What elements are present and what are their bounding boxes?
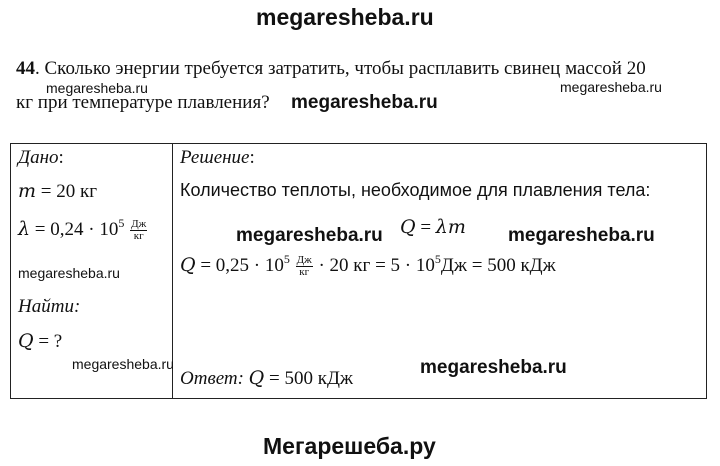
- watermark-small-3[interactable]: megaresheba.ru: [18, 265, 120, 281]
- watermark-small-4[interactable]: megaresheba.ru: [72, 356, 174, 372]
- problem-line-1: [16, 58, 646, 80]
- watermark-bold-3[interactable]: megaresheba.ru: [508, 225, 655, 246]
- lambda-unit-fraction: $\frac{Дж}{кг}$: [131, 218, 147, 243]
- solution-header: Решение:: [180, 147, 255, 168]
- calc-unit-fraction: $\frac{Дж}{кг}$: [296, 254, 312, 279]
- find-value: Q = ?: [18, 330, 63, 352]
- problem-line-2: кг при температуре плавления?: [16, 92, 270, 113]
- problem-text-1: . Сколько энергии требуется затратить, чтобы расплавить свинец массой 20: [35, 58, 646, 79]
- find-header: Найти:: [18, 296, 81, 317]
- answer-line: Ответ: Q = 500 кДж: [180, 367, 354, 389]
- formula-q-lambda-m: Q = λm: [400, 216, 466, 238]
- given-header: Дано:: [18, 147, 64, 168]
- given-mass: m = 20 кг: [18, 180, 98, 202]
- solution-text: Количество теплоты, необходимое для плавления тела:: [180, 180, 651, 200]
- problem-number: 44: [16, 58, 35, 79]
- watermark-small-1[interactable]: megaresheba.ru: [46, 80, 148, 96]
- watermark-bold-1[interactable]: megaresheba.ru: [291, 92, 438, 113]
- site-watermark-bottom[interactable]: Мегарешеба.ру: [263, 433, 436, 459]
- watermark-bold-2[interactable]: megaresheba.ru: [236, 225, 383, 246]
- calculation-line: $Q = 0,25 \cdot 10^5$ $\frac{Дж}{кг}$ · 20 кг = $5 \cdot 10^5Дж = 500$ кДж: [180, 252, 556, 279]
- given-lambda: $\lambda = 0,24 \cdot 10^5$ $\frac{Дж}{кг}$: [18, 216, 147, 243]
- watermark-bold-4[interactable]: megaresheba.ru: [420, 357, 567, 378]
- watermark-small-2[interactable]: megaresheba.ru: [560, 79, 662, 95]
- site-watermark-top[interactable]: megaresheba.ru: [256, 4, 434, 30]
